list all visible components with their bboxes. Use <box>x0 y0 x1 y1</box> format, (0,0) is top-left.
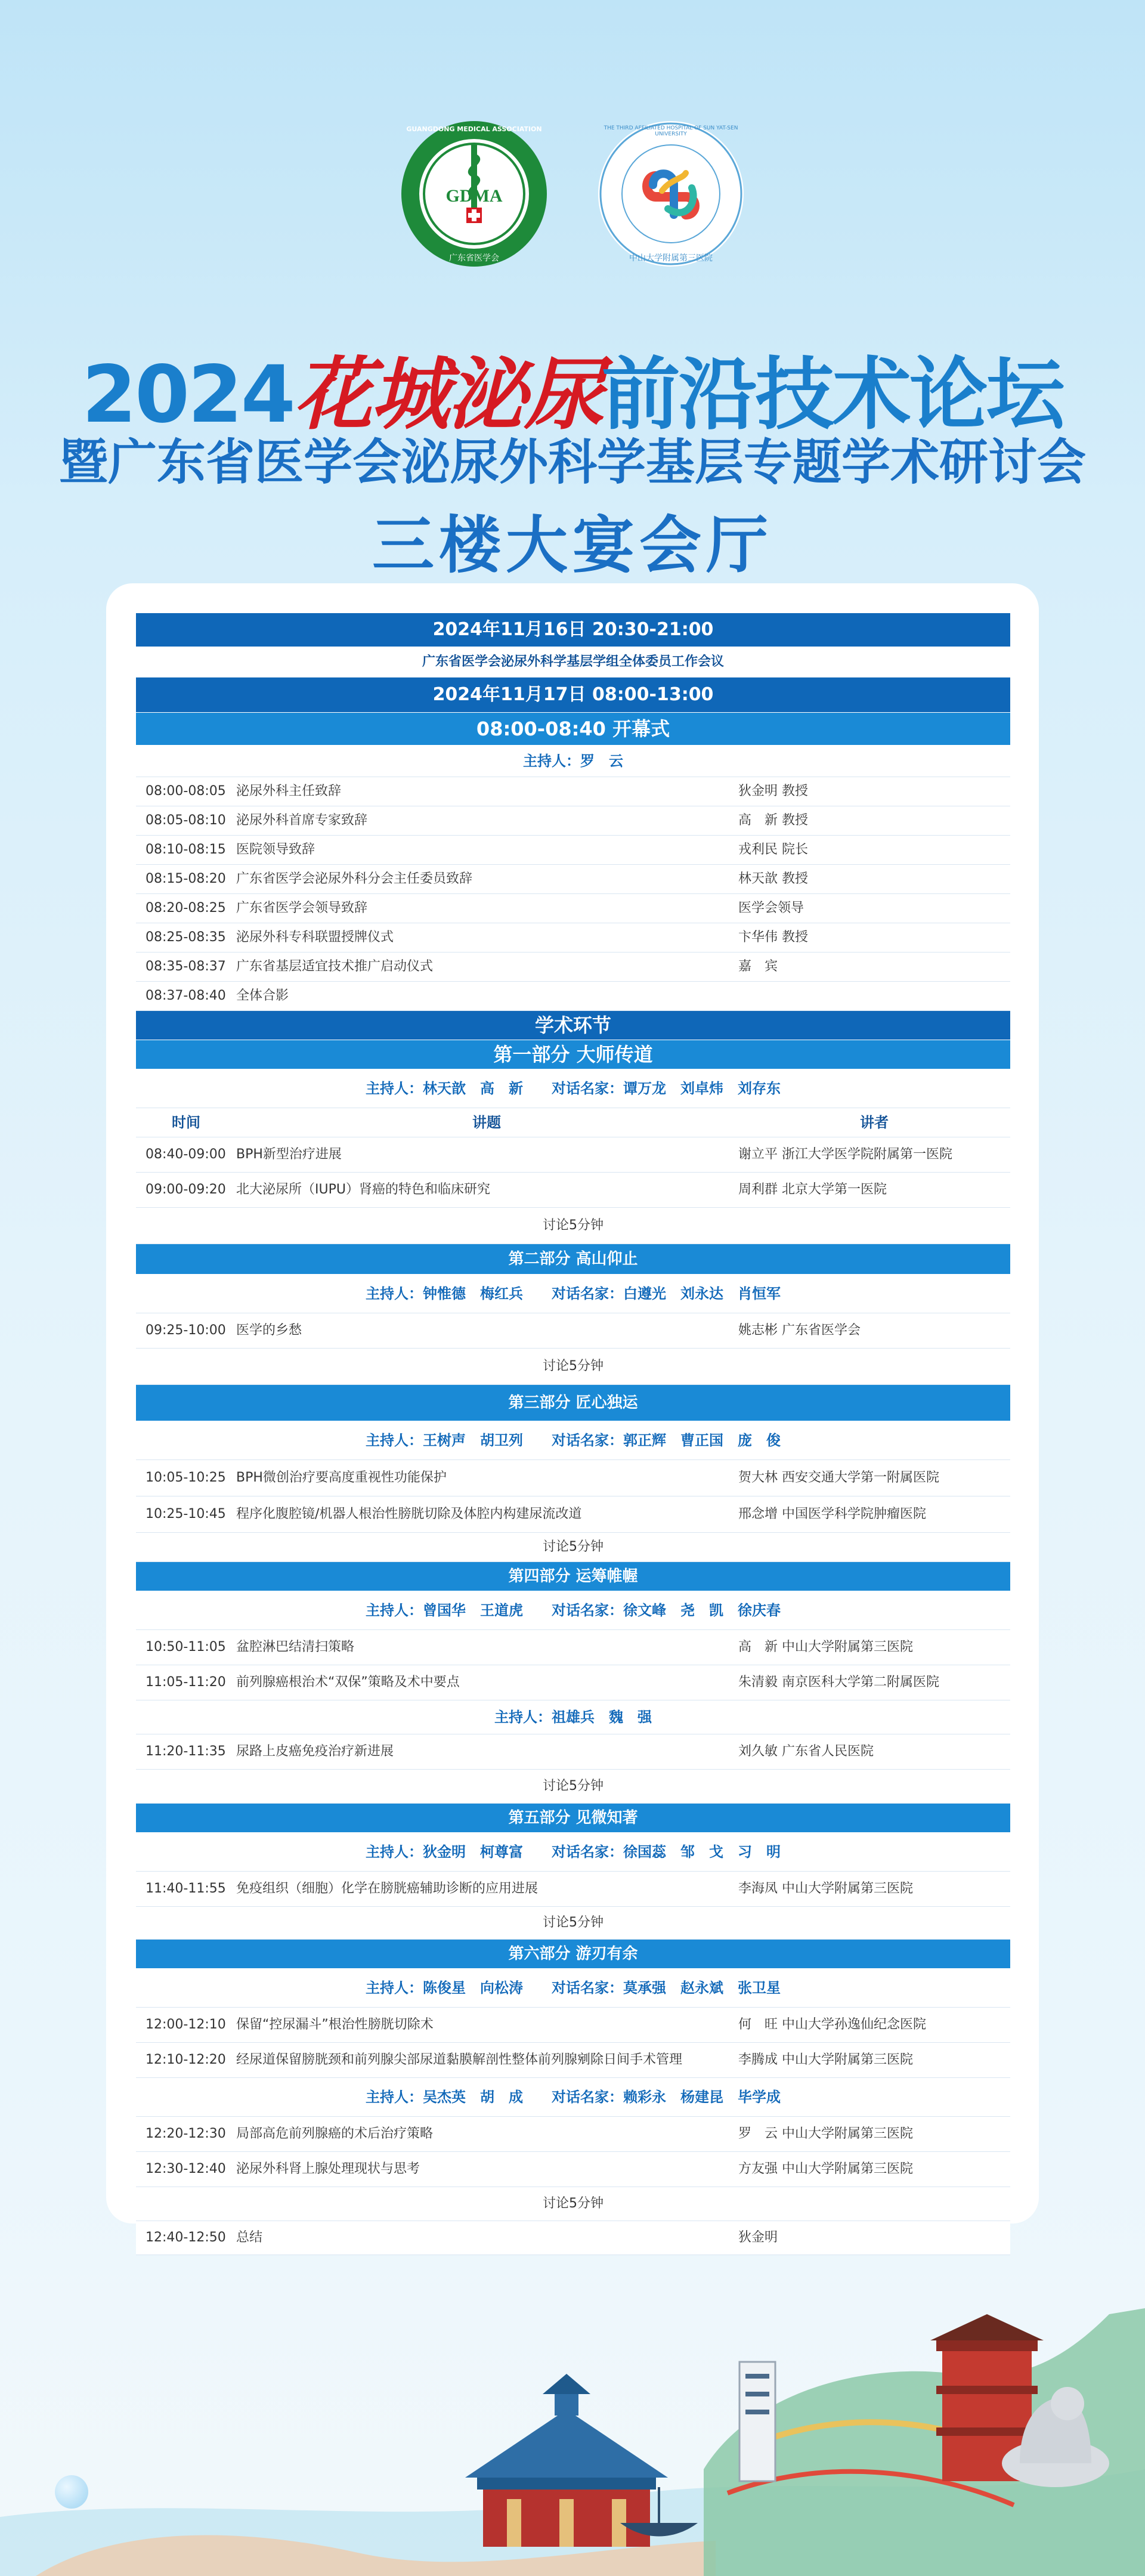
part6-host-2: 主持人：吴杰英 胡 成 对话名家：赖彩永 杨建昆 毕学成 <box>136 2078 1010 2117</box>
row-title: 广东省医学会泌尿外科分会主任委员致辞 <box>236 871 473 886</box>
date-band-1-subtitle: 广东省医学会泌尿外科学基层学组全体委员工作会议 <box>136 647 1010 678</box>
part4-band: 第四部分 运筹帷幄 <box>136 1562 1010 1591</box>
row-title: 泌尿外科肾上腺处理现状与思考 <box>236 2161 420 2176</box>
row-speaker: 林天歆 教授 <box>738 871 808 886</box>
row-time: 08:15-08:20 <box>146 871 226 886</box>
row-speaker: 刘久敏 广东省人民医院 <box>738 1744 874 1759</box>
date-band-1: 2024年11月16日 20:30-21:00 <box>136 613 1010 647</box>
closing-time: 12:40-12:50 <box>146 2230 226 2245</box>
schedule-table <box>136 613 1010 2255</box>
row-title: 前列腺癌根治术“双保”策略及术中要点 <box>236 1675 460 1690</box>
row-time: 11:40-11:55 <box>146 1881 226 1896</box>
part3-list <box>136 1460 1010 1533</box>
date-band-2: 2024年11月17日 08:00-13:00 <box>136 678 1010 713</box>
schedule-row <box>136 2008 1010 2043</box>
hospital-logo <box>596 119 745 268</box>
row-time: 10:50-11:05 <box>146 1640 226 1655</box>
part1-host: 主持人：林天歆 高 新 对话名家：谭万龙 刘卓炜 刘存东 <box>136 1069 1010 1108</box>
row-speaker: 方友强 中山大学附属第三医院 <box>738 2161 913 2176</box>
row-speaker: 谢立平 浙江大学医学院附属第一医院 <box>738 1147 952 1162</box>
row-time: 08:05-08:10 <box>146 813 226 828</box>
schedule-row <box>136 1460 1010 1496</box>
row-time: 08:00-08:05 <box>146 784 226 799</box>
part5-list <box>136 1872 1010 1907</box>
column-header <box>136 1108 1010 1137</box>
schedule-row <box>136 1872 1010 1907</box>
hospital-logo-ring-text: THE THIRD AFFILIATED HOSPITAL OF SUN YAT-SEN UNIVERSITY <box>604 125 738 137</box>
schedule-row <box>136 923 1010 953</box>
part2-band: 第二部分 高山仰止 <box>136 1244 1010 1275</box>
part5-host: 主持人：狄金明 柯尊富 对话名家：徐国蕊 邹 戈 习 明 <box>136 1833 1010 1872</box>
row-title: 北大泌尿所（IUPU）肾癌的特色和临床研究 <box>236 1182 490 1197</box>
row-speaker: 戎利民 院长 <box>738 842 808 857</box>
schedule-row <box>136 865 1010 894</box>
row-time: 11:05-11:20 <box>146 1675 226 1690</box>
schedule-row <box>136 1665 1010 1700</box>
opening-host: 主持人：罗 云 <box>136 746 1010 777</box>
row-time: 09:25-10:00 <box>146 1323 226 1338</box>
row-title: BPH新型治疗进展 <box>236 1147 342 1162</box>
academic-band: 学术环节 <box>136 1011 1010 1040</box>
part4-list-2 <box>136 1734 1010 1770</box>
row-title: BPH微创治疗要高度重视性功能保护 <box>236 1470 447 1485</box>
part5-band: 第五部分 见微知著 <box>136 1804 1010 1833</box>
row-time: 08:25-08:35 <box>146 930 226 945</box>
part1-list <box>136 1137 1010 1208</box>
row-speaker: 朱清毅 南京医科大学第二附属医院 <box>738 1675 939 1690</box>
row-speaker: 高 新 中山大学附属第三医院 <box>738 1640 913 1655</box>
row-time: 08:35-08:37 <box>146 959 226 974</box>
row-title: 尿路上皮癌免疫治疗新进展 <box>236 1744 394 1759</box>
decorative-bubble <box>55 2475 88 2509</box>
row-speaker: 李腾成 中山大学附属第三医院 <box>738 2052 913 2067</box>
row-time: 11:20-11:35 <box>146 1744 226 1759</box>
column-time: 时间 <box>172 1114 200 1131</box>
header-logos <box>0 119 1145 280</box>
row-time: 08:20-08:25 <box>146 901 226 916</box>
part4-list <box>136 1630 1010 1700</box>
gdma-logo-text: GDMA <box>445 186 503 206</box>
row-title: 医学的乡愁 <box>236 1323 302 1338</box>
discussion-1: 讨论5分钟 <box>136 1208 1010 1244</box>
row-speaker: 医学会领导 <box>738 901 804 916</box>
row-time: 08:40-09:00 <box>146 1147 226 1162</box>
schedule-row <box>136 982 1010 1011</box>
row-time: 10:25-10:45 <box>146 1507 226 1522</box>
row-title: 全体合影 <box>236 988 289 1003</box>
schedule-row <box>136 806 1010 836</box>
schedule-row <box>136 836 1010 865</box>
part3-band: 第三部分 匠心独运 <box>136 1385 1010 1421</box>
row-title: 经尿道保留膀胱颈和前列腺尖部尿道黏膜解剖性整体前列腺剜除日间手术管理 <box>236 2052 683 2067</box>
part2-host: 主持人：钟惟德 梅红兵 对话名家：白遵光 刘永达 肖恒军 <box>136 1275 1010 1313</box>
part6-list <box>136 2008 1010 2078</box>
row-title: 广东省基层适宜技术推广启动仪式 <box>236 959 434 974</box>
schedule-row <box>136 1137 1010 1173</box>
row-speaker: 贺大林 西安交通大学第一附属医院 <box>738 1470 939 1485</box>
row-title: 泌尿外科首席专家致辞 <box>236 813 368 828</box>
row-title: 广东省医学会领导致辞 <box>236 901 368 916</box>
schedule-row <box>136 1173 1010 1208</box>
row-time: 08:10-08:15 <box>146 842 226 857</box>
schedule-row <box>136 1734 1010 1770</box>
column-topic: 讲题 <box>472 1114 501 1131</box>
row-speaker: 狄金明 教授 <box>738 784 808 799</box>
schedule-row <box>136 1630 1010 1665</box>
row-title: 局部高危前列腺癌的术后治疗策略 <box>236 2126 434 2141</box>
row-speaker: 周利群 北京大学第一医院 <box>738 1182 887 1197</box>
discussion-5: 讨论5分钟 <box>136 1907 1010 1940</box>
row-time: 10:05-10:25 <box>146 1470 226 1485</box>
row-speaker: 李海凤 中山大学附属第三医院 <box>738 1881 913 1896</box>
row-title: 程序化腹腔镜/机器人根治性膀胱切除及体腔内构建尿流改道 <box>236 1507 582 1522</box>
part4-host: 主持人：曾国华 王道虎 对话名家：徐文峰 尧 凯 徐庆春 <box>136 1591 1010 1630</box>
part2-list <box>136 1313 1010 1349</box>
schedule-row <box>136 953 1010 982</box>
column-speaker: 讲者 <box>860 1114 889 1131</box>
schedule-row <box>136 1313 1010 1349</box>
subtitle: 暨广东省医学会泌尿外科学基层专题学术研讨会 <box>58 434 1086 491</box>
closing-title: 总结 <box>236 2230 263 2245</box>
opening-band: 08:00-08:40 开幕式 <box>136 713 1010 746</box>
row-title: 医院领导致辞 <box>236 842 315 857</box>
row-speaker: 卞华伟 教授 <box>738 930 808 945</box>
schedule-row <box>136 777 1010 806</box>
row-title: 保留“控尿漏斗”根治性膀胱切除术 <box>236 2017 434 2032</box>
row-title: 泌尿外科专科联盟授牌仪式 <box>236 930 394 945</box>
row-time: 08:37-08:40 <box>146 988 226 1003</box>
title-tail: 前沿技术论坛 <box>601 349 1063 441</box>
row-speaker: 高 新 教授 <box>738 813 808 828</box>
title-year: 2024 <box>82 349 294 441</box>
schedule-row <box>136 894 1010 923</box>
part4-host-2: 主持人：祖雄兵 魏 强 <box>136 1700 1010 1734</box>
row-title: 盆腔淋巴结清扫策略 <box>236 1640 355 1655</box>
gdma-logo-ring-text: GUANGDONG MEDICAL ASSOCIATION <box>406 125 542 133</box>
row-time: 09:00-09:20 <box>146 1182 226 1197</box>
discussion-4: 讨论5分钟 <box>136 1770 1010 1804</box>
gdma-logo-bottom-text: 广东省医学会 <box>449 253 499 263</box>
row-speaker: 罗 云 中山大学附属第三医院 <box>738 2126 913 2141</box>
row-time: 12:10-12:20 <box>146 2052 226 2067</box>
opening-list <box>136 777 1010 1011</box>
schedule-row <box>136 1496 1010 1533</box>
row-speaker: 姚志彬 广东省医学会 <box>738 1323 861 1338</box>
part6-band: 第六部分 游刃有余 <box>136 1940 1010 1969</box>
discussion-6: 讨论5分钟 <box>136 2187 1010 2221</box>
hospital-logo-bottom-text: 中山大学附属第三医院 <box>629 253 713 263</box>
row-speaker: 嘉 宾 <box>738 959 778 974</box>
closing-speaker: 狄金明 <box>738 2230 778 2245</box>
row-time: 12:20-12:30 <box>146 2126 226 2141</box>
venue-title: 三楼大宴会厅 <box>372 509 773 582</box>
part6-host: 主持人：陈俊星 向松涛 对话名家：莫承强 赵永斌 张卫星 <box>136 1969 1010 2008</box>
row-time: 12:00-12:10 <box>146 2017 226 2032</box>
discussion-2: 讨论5分钟 <box>136 1349 1010 1385</box>
row-title: 免疫组织（细胞）化学在膀胱癌辅助诊断的应用进展 <box>236 1881 539 1896</box>
row-speaker: 何 旺 中山大学孙逸仙纪念医院 <box>738 2017 926 2032</box>
title-script: 花城泌尿 <box>293 349 602 441</box>
schedule-row <box>136 2043 1010 2078</box>
row-title: 泌尿外科主任致辞 <box>236 784 342 799</box>
discussion-3: 讨论5分钟 <box>136 1533 1010 1562</box>
row-time: 12:30-12:40 <box>146 2161 226 2176</box>
guangzhou-landmarks-illustration <box>0 2135 1145 2576</box>
part3-host: 主持人：王树声 胡卫列 对话名家：郭正辉 曹正国 庞 俊 <box>136 1421 1010 1460</box>
row-speaker: 邢念增 中国医学科学院肿瘤医院 <box>738 1507 926 1522</box>
part1-band: 第一部分 大师传道 <box>136 1040 1010 1069</box>
